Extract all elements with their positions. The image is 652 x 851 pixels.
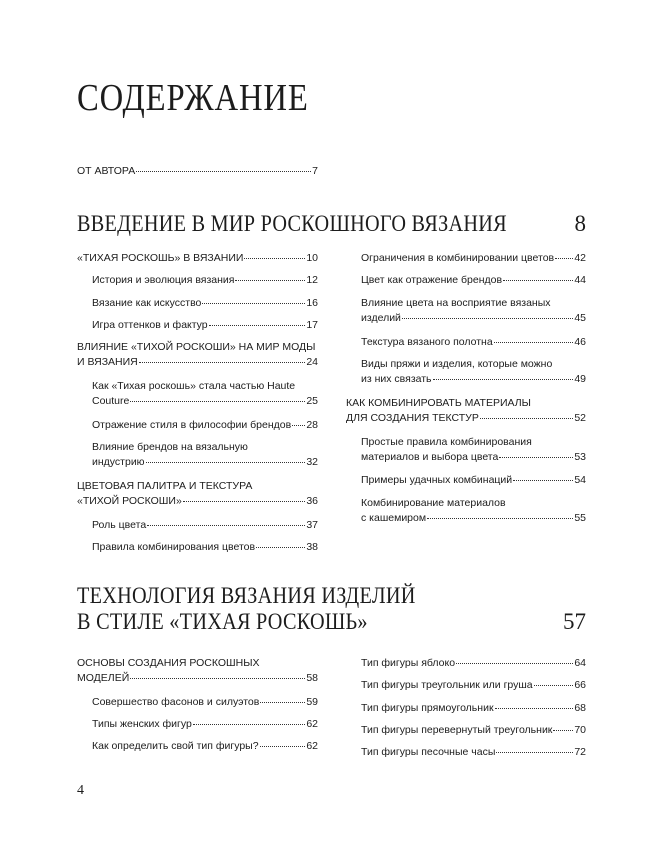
toc-entry[interactable] bbox=[346, 251, 586, 266]
toc-entry[interactable] bbox=[77, 340, 318, 370]
toc-entry-text: Типы женских фигур bbox=[92, 718, 192, 730]
toc-entry-text: Тип фигуры прямоугольник bbox=[361, 702, 494, 714]
toc-entry[interactable] bbox=[346, 335, 586, 350]
toc-entry-page: 53 bbox=[574, 451, 586, 463]
toc-entry[interactable] bbox=[346, 396, 586, 426]
toc-entry[interactable] bbox=[346, 723, 586, 738]
toc-entry-text: Совершество фасонов и силуэтов bbox=[92, 696, 260, 708]
dot-leader bbox=[139, 362, 306, 363]
toc-entry[interactable] bbox=[346, 273, 586, 288]
toc-entry[interactable] bbox=[77, 518, 318, 533]
toc-entry-text: Влияние брендов на вязальную bbox=[92, 441, 248, 453]
dot-leader bbox=[480, 418, 573, 419]
toc-entry[interactable] bbox=[77, 540, 318, 555]
toc-entry-text: Текстура вязаного полотна bbox=[361, 336, 493, 348]
toc-entry-page: 66 bbox=[574, 679, 586, 691]
dot-leader bbox=[494, 342, 574, 343]
toc-entry-text: КАК КОМБИНИРОВАТЬ МАТЕРИАЛЫ bbox=[346, 397, 531, 409]
toc-entry-page: 24 bbox=[306, 356, 318, 368]
toc-entry-text: И ВЯЗАНИЯ bbox=[77, 356, 138, 368]
dot-leader bbox=[427, 518, 573, 519]
dot-leader bbox=[130, 401, 305, 402]
toc-entry-text: Тип фигуры треугольник или груша bbox=[361, 679, 533, 691]
toc-entry-text: ОСНОВЫ СОЗДАНИЯ РОСКОШНЫХ bbox=[77, 657, 260, 669]
toc-entry-text: «ТИХОЙ РОСКОШИ» bbox=[77, 495, 182, 507]
toc-entry[interactable] bbox=[77, 739, 318, 754]
dot-leader bbox=[555, 258, 573, 259]
dot-leader bbox=[496, 752, 573, 753]
toc-entry[interactable] bbox=[77, 418, 318, 433]
toc-entry-text: Игра оттенков и фактур bbox=[92, 319, 208, 331]
dot-leader bbox=[260, 702, 305, 703]
toc-entry[interactable] bbox=[346, 678, 586, 693]
dot-leader bbox=[402, 318, 573, 319]
toc-entry-page: 38 bbox=[306, 541, 318, 553]
toc-entry-text: ЦВЕТОВАЯ ПАЛИТРА И ТЕКСТУРА bbox=[77, 480, 253, 492]
toc-entry-page: 49 bbox=[574, 373, 586, 385]
toc-entry-page: 62 bbox=[306, 740, 318, 752]
toc-entry-text: Ограничения в комбинировании цветов bbox=[361, 252, 555, 264]
toc-entry-text: Couture bbox=[92, 395, 130, 407]
toc-entry-text: с кашемиром bbox=[361, 512, 427, 524]
toc-entry-text: Виды пряжи и изделия, которые можно bbox=[361, 358, 553, 370]
toc-entry-text: ВЛИЯНИЕ «ТИХОЙ РОСКОШИ» НА МИР МОДЫ bbox=[77, 341, 316, 353]
toc-entry[interactable] bbox=[346, 473, 586, 488]
toc-entry-page: 52 bbox=[574, 412, 586, 424]
toc-entry[interactable] bbox=[77, 318, 318, 333]
toc-entry-text: Вязание как искусство bbox=[92, 297, 202, 309]
toc-entry-text: Тип фигуры перевернутый треугольник bbox=[361, 724, 553, 736]
dot-leader bbox=[495, 708, 574, 709]
toc-entry-page: 42 bbox=[574, 252, 586, 264]
toc-entry[interactable] bbox=[77, 479, 318, 509]
toc-entry-page: 70 bbox=[574, 724, 586, 736]
toc-entry[interactable] bbox=[346, 357, 586, 387]
page-number: 4 bbox=[77, 783, 84, 798]
toc-entry-page: 64 bbox=[574, 657, 586, 669]
toc-entry-text: Влияние цвета на восприятие вязаных bbox=[361, 297, 551, 309]
toc-entry-page: 72 bbox=[574, 746, 586, 758]
dot-leader bbox=[147, 525, 305, 526]
toc-entry[interactable] bbox=[346, 296, 586, 326]
dot-leader bbox=[209, 325, 306, 326]
toc-entry-text: МОДЕЛЕЙ bbox=[77, 672, 130, 684]
toc-entry-page: 37 bbox=[306, 519, 318, 531]
toc-entry[interactable] bbox=[77, 273, 318, 288]
dot-leader bbox=[553, 730, 573, 731]
toc-entry-text: материалов и выбора цвета bbox=[361, 451, 499, 463]
toc-entry-text: Как «Тихая роскошь» стала частью Haute bbox=[92, 380, 296, 392]
toc-entry-text: индустрию bbox=[92, 456, 145, 468]
toc-entry[interactable] bbox=[77, 656, 318, 686]
dot-leader bbox=[292, 425, 305, 426]
toc-entry[interactable] bbox=[77, 251, 318, 266]
toc-entry-text: из них связать bbox=[361, 373, 432, 385]
toc-entry-author[interactable] bbox=[77, 164, 318, 179]
dot-leader bbox=[456, 663, 573, 664]
toc-entry-text: Отражение стиля в философии брендов bbox=[92, 419, 292, 431]
dot-leader bbox=[130, 678, 305, 679]
page-title: СОДЕРЖАНИЕ bbox=[77, 77, 309, 119]
toc-entry-page: 36 bbox=[306, 495, 318, 507]
toc-entry[interactable] bbox=[77, 440, 318, 470]
toc-entry-text: ДЛЯ СОЗДАНИЯ ТЕКСТУР bbox=[346, 412, 479, 424]
dot-leader bbox=[202, 303, 305, 304]
toc-entry-text: Роль цвета bbox=[92, 519, 147, 531]
section2-title-line2: В СТИЛЕ «ТИХАЯ РОСКОШЬ» bbox=[77, 609, 368, 634]
toc-entry-page: 10 bbox=[306, 252, 318, 264]
toc-entry-text: Примеры удачных комбинаций bbox=[361, 474, 513, 486]
dot-leader bbox=[513, 480, 573, 481]
dot-leader bbox=[433, 379, 574, 380]
toc-entry-page: 62 bbox=[306, 718, 318, 730]
dot-leader bbox=[235, 280, 305, 281]
toc-entry-page: 32 bbox=[306, 456, 318, 468]
toc-entry-page: 25 bbox=[306, 395, 318, 407]
toc-entry-page: 12 bbox=[306, 274, 318, 286]
section2-page: 57 bbox=[563, 609, 586, 634]
toc-entry-page: 55 bbox=[574, 512, 586, 524]
toc-entry-text: изделий bbox=[361, 312, 401, 324]
toc-entry-text: История и эволюция вязания bbox=[92, 274, 235, 286]
toc-entry-page: 44 bbox=[574, 274, 586, 286]
dot-leader bbox=[260, 746, 306, 747]
toc-entry-page: 17 bbox=[306, 319, 318, 331]
dot-leader bbox=[193, 724, 306, 725]
toc-entry[interactable] bbox=[77, 695, 318, 710]
toc-entry-text: Комбинирование материалов bbox=[361, 497, 506, 509]
section1-page: 8 bbox=[574, 211, 586, 236]
dot-leader bbox=[256, 547, 305, 548]
dot-leader bbox=[244, 258, 305, 259]
toc-entry[interactable] bbox=[346, 701, 586, 716]
toc-entry-page: 58 bbox=[306, 672, 318, 684]
toc-entry-text: Цвет как отражение брендов bbox=[361, 274, 503, 286]
dot-leader bbox=[183, 501, 306, 502]
toc-entry-page: 46 bbox=[574, 336, 586, 348]
dot-leader bbox=[503, 280, 573, 281]
toc-entry-text: Как определить свой тип фигуры? bbox=[92, 740, 259, 752]
toc-entry[interactable] bbox=[346, 745, 586, 760]
toc-entry-text: Тип фигуры песочные часы bbox=[361, 746, 496, 758]
dot-leader bbox=[146, 462, 306, 463]
toc-entry-page: 45 bbox=[574, 312, 586, 324]
dot-leader bbox=[534, 685, 574, 686]
toc-entry[interactable] bbox=[346, 435, 586, 465]
toc-entry-page: 68 bbox=[574, 702, 586, 714]
toc-entry-page: 59 bbox=[306, 696, 318, 708]
toc-entry[interactable] bbox=[346, 656, 586, 671]
dot-leader bbox=[499, 457, 573, 458]
section2-title-line1: ТЕХНОЛОГИЯ ВЯЗАНИЯ ИЗДЕЛИЙ bbox=[77, 583, 416, 608]
toc-entry-text: Тип фигуры яблоко bbox=[361, 657, 456, 669]
toc-entry-text: Правила комбинирования цветов bbox=[92, 541, 256, 553]
dot-leader bbox=[136, 171, 311, 172]
toc-entry[interactable] bbox=[346, 496, 586, 526]
toc-entry-text: ОТ АВТОРА bbox=[77, 165, 136, 177]
toc-entry-page: 16 bbox=[306, 297, 318, 309]
toc-entry[interactable] bbox=[77, 296, 318, 311]
toc-entry-page: 28 bbox=[306, 419, 318, 431]
toc-entry-page: 54 bbox=[574, 474, 586, 486]
toc-entry-page: 7 bbox=[312, 165, 318, 177]
section1-title: ВВЕДЕНИЕ В МИР РОСКОШНОГО ВЯЗАНИЯ bbox=[77, 211, 507, 236]
toc-entry[interactable] bbox=[77, 717, 318, 732]
toc-entry-text: «ТИХАЯ РОСКОШЬ» В ВЯЗАНИИ bbox=[77, 252, 244, 264]
toc-entry[interactable] bbox=[77, 379, 318, 409]
toc-entry-text: Простые правила комбинирования bbox=[361, 436, 532, 448]
